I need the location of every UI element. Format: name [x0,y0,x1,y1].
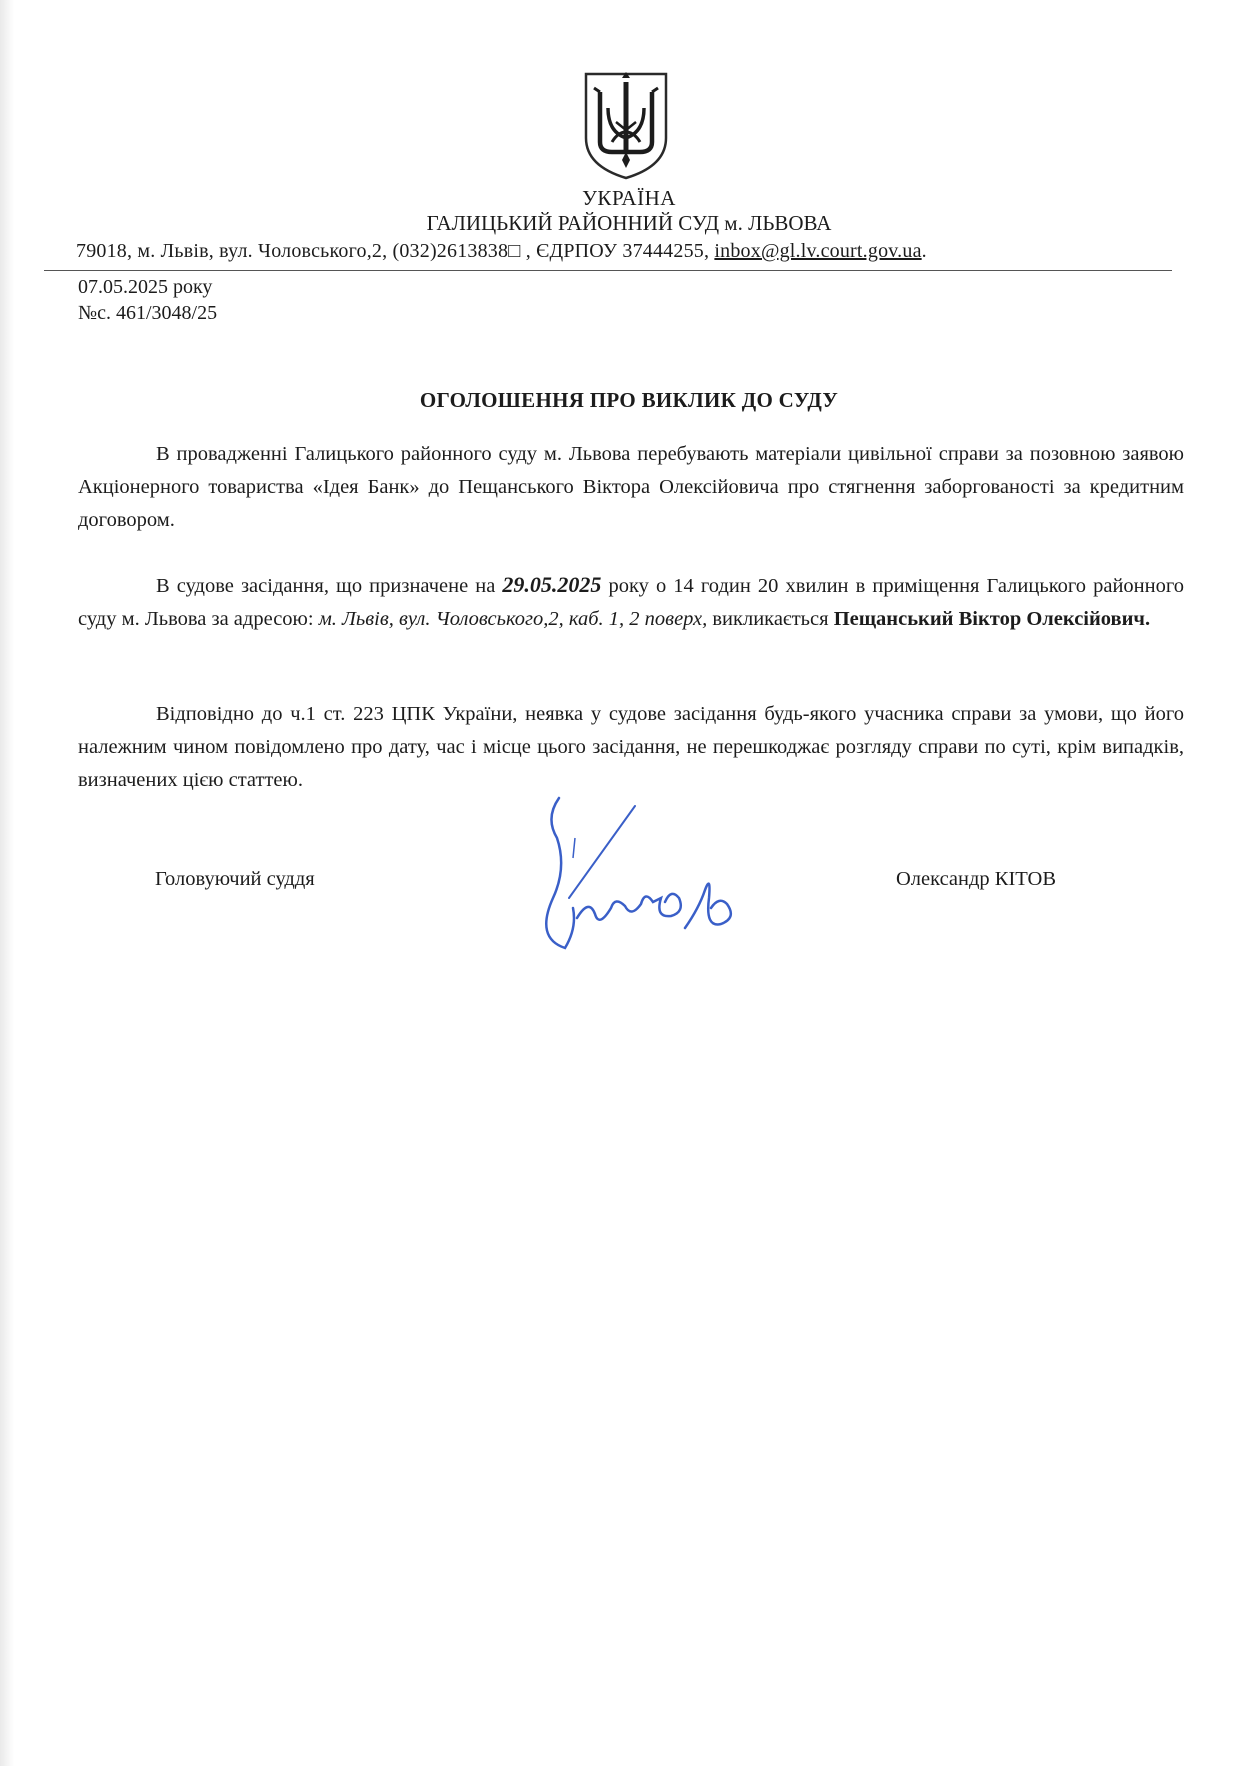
scan-edge [0,0,14,1766]
handwritten-signature [515,778,775,958]
court-name-heading: ГАЛИЦЬКИЙ РАЙОННИЙ СУД м. ЛЬВОВА [426,211,832,235]
hearing-text-2: року о 14 годин 20 хвилин в приміщення Галицького районного суду м. Львова за адресою: [78,575,1184,630]
paragraph-legal-notice-text: Відповідно до ч.1 ст. 223 ЦПК України, неявка у судове засідання будь-якого учасника справи за умови, що його належним чином повідомлено про дату, час і місце цього засідання, не перешкоджає розгляду справи по суті, крім випадків, визначених цією статтею. [78,703,1184,791]
hearing-date: 29.05.2025 [502,572,602,597]
paragraph-hearing [78,568,1184,636]
hearing-address: м. Львів, вул. Чоловського,2, каб. 1, 2 поверх, [318,608,708,630]
summoned-person: Пещанський Віктор Олексійович. [833,608,1151,630]
paragraph-proceedings [78,438,1184,537]
court-email-tail: . [921,240,927,262]
hearing-text-3: викликається [707,608,834,630]
country-heading: УКРАЇНА [582,186,676,210]
document-date: 07.05.2025 року [78,276,213,298]
document-title: ОГОЛОШЕННЯ ПРО ВИКЛИК ДО СУДУ [419,388,839,412]
paragraph-proceedings-text: В провадженні Галицького районного суду м. Львова перебувають матеріали цивільної справи за позовною заявою Акціонерного товариства «Ідея Банк» до Пещанського Віктора Олексійовича про стягнення заборгованості за кредитним договором. [78,443,1184,531]
judge-role: Головуючий суддя [155,868,315,890]
ukraine-trident-icon [578,68,674,180]
hearing-text-1: В судове засідання, що призначене на [156,575,503,597]
court-email-link[interactable]: inbox@gl.lv.court.gov.ua [714,240,922,262]
case-number: №с. 461/3048/25 [78,302,218,324]
header-divider [44,270,1172,271]
court-address: 79018, м. Львів, вул. Чоловського,2, (032)2613838□ , ЄДРПОУ 37444255, [76,240,715,262]
court-contacts [76,240,1176,263]
judge-name: Олександр КІТОВ [896,868,1057,890]
